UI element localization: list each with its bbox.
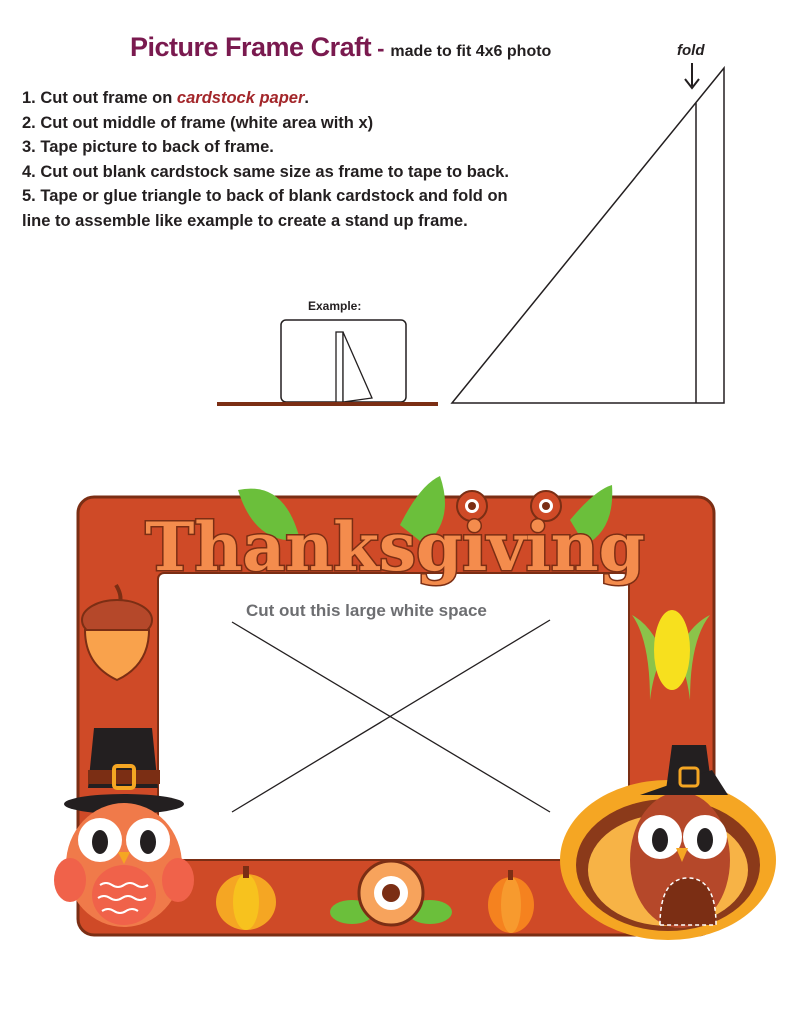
step-1-highlight: cardstock paper	[176, 89, 305, 107]
down-arrow-icon	[685, 63, 699, 88]
cutout-label: Cut out this large white space	[246, 601, 487, 620]
thanksgiving-frame	[54, 476, 776, 940]
example-diagram	[217, 320, 438, 406]
triangle-template	[452, 63, 724, 403]
fold-label: fold	[677, 42, 705, 59]
step-3: 3. Tape picture to back of frame.	[22, 138, 274, 156]
title-dash: -	[377, 36, 385, 61]
title-subtitle: made to fit 4x6 photo	[390, 43, 552, 60]
banner-text: Thanksgiving	[145, 508, 645, 586]
step-1-suffix: .	[304, 89, 309, 107]
step-5: 5. Tape or glue triangle to back of blank cardstock and fold on	[22, 187, 508, 205]
step-2: 2. Cut out middle of frame (white area with x)	[22, 113, 374, 132]
step-4: 4. Cut out blank cardstock same size as frame to tape to back.	[22, 162, 509, 181]
step-1-text: 1. Cut out frame on	[22, 89, 177, 107]
title-main: Picture Frame Craft	[130, 32, 372, 62]
step-5-cont: line to assemble like example to create a stand up frame.	[22, 211, 468, 230]
example-label: Example:	[308, 299, 362, 313]
